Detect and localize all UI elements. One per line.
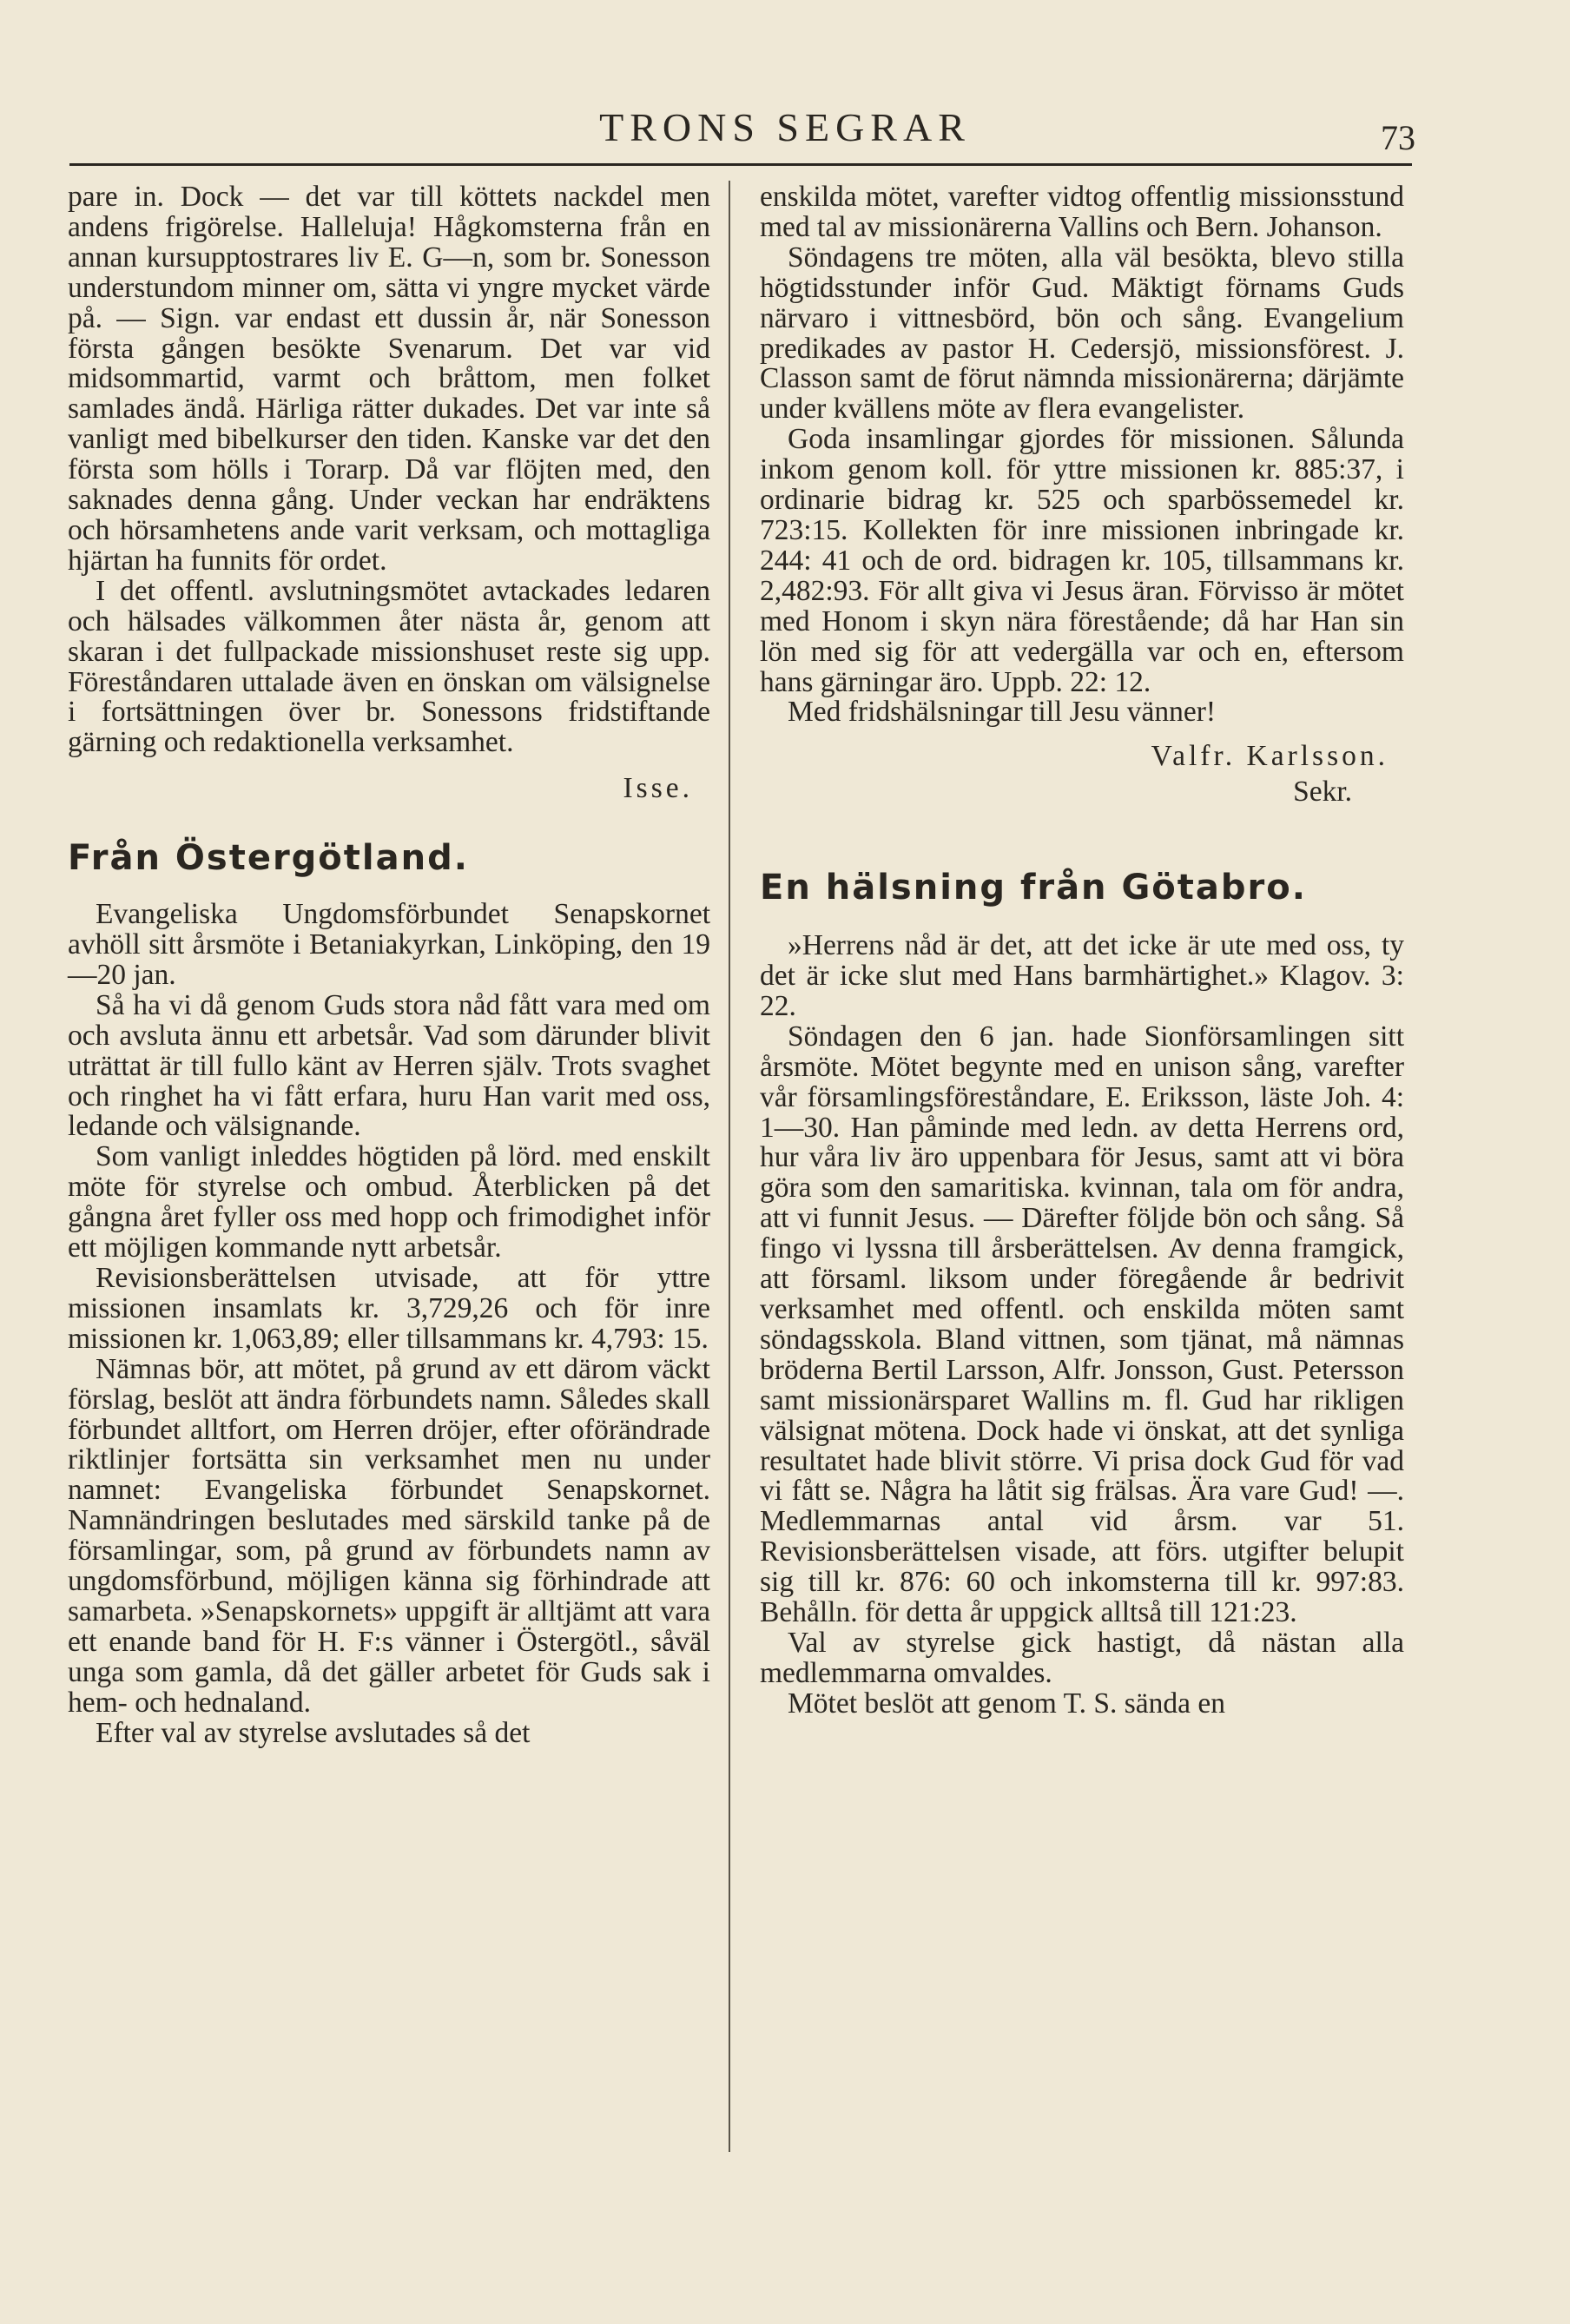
paragraph: »Herrens nåd är det, att det icke är ute med oss, ty det är icke slut med Hans barmhärtighet.» Klagov. 3: 22. xyxy=(760,929,1404,1022)
paragraph: Revisionsberättelsen utvisade, att för yttre missionen insamlats kr. 3,729,26 och för inre missionen kr. 1,063,89; eller tillsammans kr. 4,793: 15. xyxy=(68,1262,710,1355)
paragraph: Evangeliska Ungdomsförbundet Senapskornet avhöll sitt årsmöte i Betaniakyrkan, Linköping, den 19—20 jan. xyxy=(68,898,710,991)
signature: Isse. xyxy=(623,772,693,805)
column-divider xyxy=(729,181,730,2152)
header-rule xyxy=(69,163,1412,166)
paragraph: Så ha vi då genom Guds stora nåd fått vara med om och avsluta ännu ett arbetsår. Vad som därunder blivit uträttat är till fullo känt av Herren själv. Trots svaghet och ringhet ha vi fått erfara, huru Han varit med oss, ledande och välsignande. xyxy=(68,988,710,1143)
right-column xyxy=(760,182,1404,1720)
signature: Valfr. Karlsson. xyxy=(1151,740,1389,773)
paragraph: Goda insamlingar gjordes för missionen. Sålunda inkom genom koll. för yttre missionen kr. 885:37, i ordinarie bidrag kr. 525 och sparbössemedel kr. 723:15. Kollekten för inre missionen inbringade kr. 244: 41 och de ord. bidragen kr. 105, tillsammans kr. 2,482:93. För allt giva vi Jesus äran. Förvisso är mötet med Honom i skyn nära förestående; då har Han sin lön med sig för att vedergälla var och en, eftersom hans gärningar äro. Uppb. 22: 12. xyxy=(760,423,1404,698)
paragraph: Söndagens tre möten, alla väl besökta, blevo stilla högtidsstunder inför Gud. Mäktigt förnams Guds närvaro i vittnesbörd, bön och sång. Evangelium predikades av pastor H. Cedersjö, missionsförest. J. Classon samt de förut nämnda missionärerna; därjämte under kvällens möte av flera evangelister. xyxy=(760,241,1404,426)
page-number: 73 xyxy=(1381,118,1415,157)
paragraph: Efter val av styrelse avslutades så det xyxy=(96,1716,531,1749)
paragraph: Som vanligt inleddes högtiden på lörd. med enskilt möte för styrelse och ombud. Återblicken på det gångna året fyller oss med hopp och frimodighet inför ett möjligen kommande nytt arbetsår. xyxy=(68,1140,710,1264)
running-title: TRONS SEGRAR xyxy=(599,105,971,149)
paragraph: enskilda mötet, varefter vidtog offentlig missionsstund med tal av missionärerna Vallins och Bern. Johanson. xyxy=(760,181,1404,243)
paragraph: Val av styrelse gick hastigt, då nästan alla medlemmarna omvaldes. xyxy=(760,1626,1404,1689)
paragraph: Med fridshälsningar till Jesu vänner! xyxy=(788,696,1217,729)
paragraph: pare in. Dock — det var till köttets nackdel men andens frigörelse. Halleluja! Hågkomsterna från en annan kursupptostrares liv E. G—n, som br. Sonesson understundom minner om, sätta vi yngre mycket värde på. — Sign. var endast ett dussin år, när Sonesson första gången besökte Svenarum. Det var vid midsommartid, varmt och bråttom, men folket samlades ändå. Härliga rätter dukades. Det var inte så vanligt med bibelkurser den tiden. Kanske var det den första som hölls i Torarp. Då var flöjten med, den saknades denna gång. Under veckan har endräktens och hörsamhetens ande varit verksam, och mottagliga hjärtan ha funnits för ordet. xyxy=(68,181,710,577)
section-heading: En hälsning från Götabro. xyxy=(760,868,1307,908)
paragraph: Mötet beslöt att genom T. S. sända en xyxy=(788,1687,1225,1720)
paragraph: Nämnas bör, att mötet, på grund av ett därom väckt förslag, beslöt att ändra förbundets namn. Således skall förbundet alltfort, om Herren dröjer, efter oförändrade riktlinjer fortsätta sin verksamhet men nu under namnet: Evangeliska förbundet Senapskornet. Namnändringen beslutades med särskild tanke på de församlingar, som, på grund av förbundets namn av ungdomsförbund, möjligen känna sig förhindrade att samarbeta. »Senapskornets» uppgift är alltjämt att vara ett enande band för H. F:s vänner i Östergötl., såväl unga som gamla, då det gäller arbetet för Guds sak i hem- och hednaland. xyxy=(68,1352,710,1719)
left-column xyxy=(68,182,710,1749)
section-heading: Från Östergötland. xyxy=(68,838,469,879)
paragraph: I det offentl. avslutningsmötet avtackades ledaren och hälsades välkommen åter nästa år, genom att skaran i det fullpackade missionshuset reste sig upp. Föreståndaren uttalade även en önskan om välsignelse i fortsättningen över br. Sonessons fridstiftande gärning och redaktionella verksamhet. xyxy=(68,574,710,759)
signature-title: Sekr. xyxy=(1293,776,1352,809)
paragraph: Söndagen den 6 jan. hade Sionförsamlingen sitt årsmöte. Mötet begynte med en unison sång, varefter vår församlingsföreståndare, E. Eriksson, läste Joh. 4: 1—30. Han påminde med ledn. av detta Herrens ord, hur våra liv äro uppenbara för Jesus, samt att vi böra göra som den samaritiska. kvinnan, tala om för andra, att vi funnit Jesus. — Därefter följde bön och sång. Så fingo vi lyssna till årsberättelsen. Av denna framgick, att församl. liksom under föregående år bedrivit verksamhet med offentl. och enskilda möten samt söndagsskola. Bland vittnen, som tjänat, må nämnas bröderna Bertil Larsson, Alfr. Jonsson, Gust. Petersson samt missionärsparet Wallins m. fl. Gud har rikligen välsignat mötena. Dock hade vi önskat, att det synliga resultatet hade blivit större. Vi prisa dock Gud för vad vi fått se. Några ha låtit sig frälsas. Ära vare Gud! —. Medlemmarnas antal vid årsm. var 51. Revisionsberättelsen visade, att förs. utgifter belupit sig till kr. 876: 60 och inkomsterna till kr. 997:83. Behålln. för detta år uppgick alltså till 121:23. xyxy=(760,1020,1404,1629)
